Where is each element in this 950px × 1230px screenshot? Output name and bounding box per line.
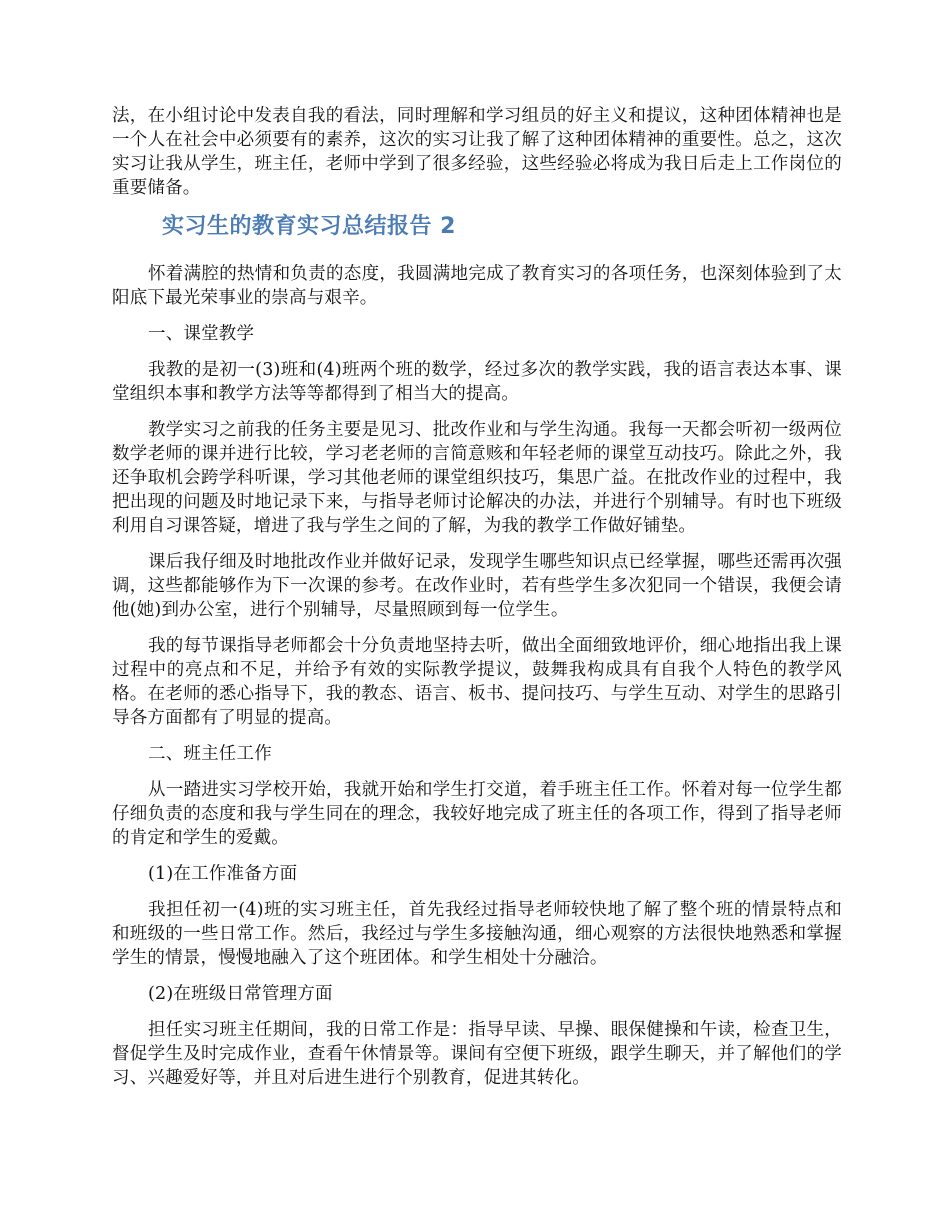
section-heading: 实习生的教育实习总结报告 2 xyxy=(162,214,456,239)
paragraph-after-class: 课后我仔细及时地批改作业并做好记录，发现学生哪些知识点已经掌握，哪些还需再次强调，这些都能够作为下一次课的参考。在改作业时，若有些学生多次犯同一个错误，我便会请他(她)到办公室，进行个别辅导，尽量照顾到每一位学生。 xyxy=(112,552,842,620)
paragraph-mentor-feedback: 我的每节课指导老师都会十分负责地坚持去听，做出全面细致地评价，细心地指出我上课过程中的亮点和不足，并给予有效的实际教学提议，鼓舞我构成具有自我个人特色的教学风格。在老师的悉心指导下，我的教态、语言、板书、提问技巧、与学生互动、对学生的思路引导各方面都有了明显的提高。 xyxy=(112,636,842,728)
subheading-daily-management: (2)在班级日常管理方面 xyxy=(148,984,333,1004)
subheading-classroom-teaching: 一、课堂教学 xyxy=(148,324,255,344)
paragraph-opening: 怀着满腔的热情和负责的态度，我圆满地完成了教育实习的各项任务，也深刻体验到了太阳底下最光荣事业的崇高与艰辛。 xyxy=(112,264,842,308)
paragraph-head-teacher-intro: 从一踏进实习学校开始，我就开始和学生打交道，着手班主任工作。怀着对每一位学生都仔细负责的态度和我与学生同在的理念，我较好地完成了班主任的各项工作，得到了指导老师的肯定和学生的爱戴。 xyxy=(112,780,842,848)
paragraph-teaching-classes: 我教的是初一(3)班和(4)班两个班的数学，经过多次的教学实践，我的语言表达本事、课堂组织本事和教学方法等等都得到了相当大的提高。 xyxy=(112,360,842,404)
paragraph-daily-management: 担任实习班主任期间，我的日常工作是：指导早读、早操、眼保健操和午读，检查卫生，督促学生及时完成作业，查看午休情景等。课间有空便下班级，跟学生聊天，并了解他们的学习、兴趣爱好等，并且对后进生进行个别教育，促进其转化。 xyxy=(112,1020,842,1088)
paragraph-before-internship: 教学实习之前我的任务主要是见习、批改作业和与学生沟通。我每一天都会听初一级两位数学老师的课并进行比较，学习老老师的言简意赅和年轻老师的课堂互动技巧。除此之外，我还争取机会跨学科听课，学习其他老师的课堂组织技巧，集思广益。在批改作业的过程中，我把出现的问题及时地记录下来，与指导老师讨论解决的办法，并进行个别辅导。有时也下班级利用自习课答疑，增进了我与学生之间的了解，为我的教学工作做好铺垫。 xyxy=(112,420,842,536)
intro-paragraph: 法，在小组讨论中发表自我的看法，同时理解和学习组员的好主义和提议，这种团体精神也是一个人在社会中必须要有的素养，这次的实习让我了解了这种团体精神的重要性。总之，这次实习让我从学生，班主任，老师中学到了很多经验，这些经验必将成为我日后走上工作岗位的重要储备。 xyxy=(112,106,842,198)
document-page xyxy=(112,104,842,1102)
paragraph-preparation: 我担任初一(4)班的实习班主任，首先我经过指导老师较快地了解了整个班的情景特点和和班级的一些日常工作。然后，我经过与学生多接触沟通，细心观察的方法很快地熟悉和掌握学生的情景，慢慢地融入了这个班团体。和学生相处十分融洽。 xyxy=(112,900,842,968)
subheading-head-teacher-work: 二、班主任工作 xyxy=(148,744,272,764)
subheading-preparation: (1)在工作准备方面 xyxy=(148,864,298,884)
